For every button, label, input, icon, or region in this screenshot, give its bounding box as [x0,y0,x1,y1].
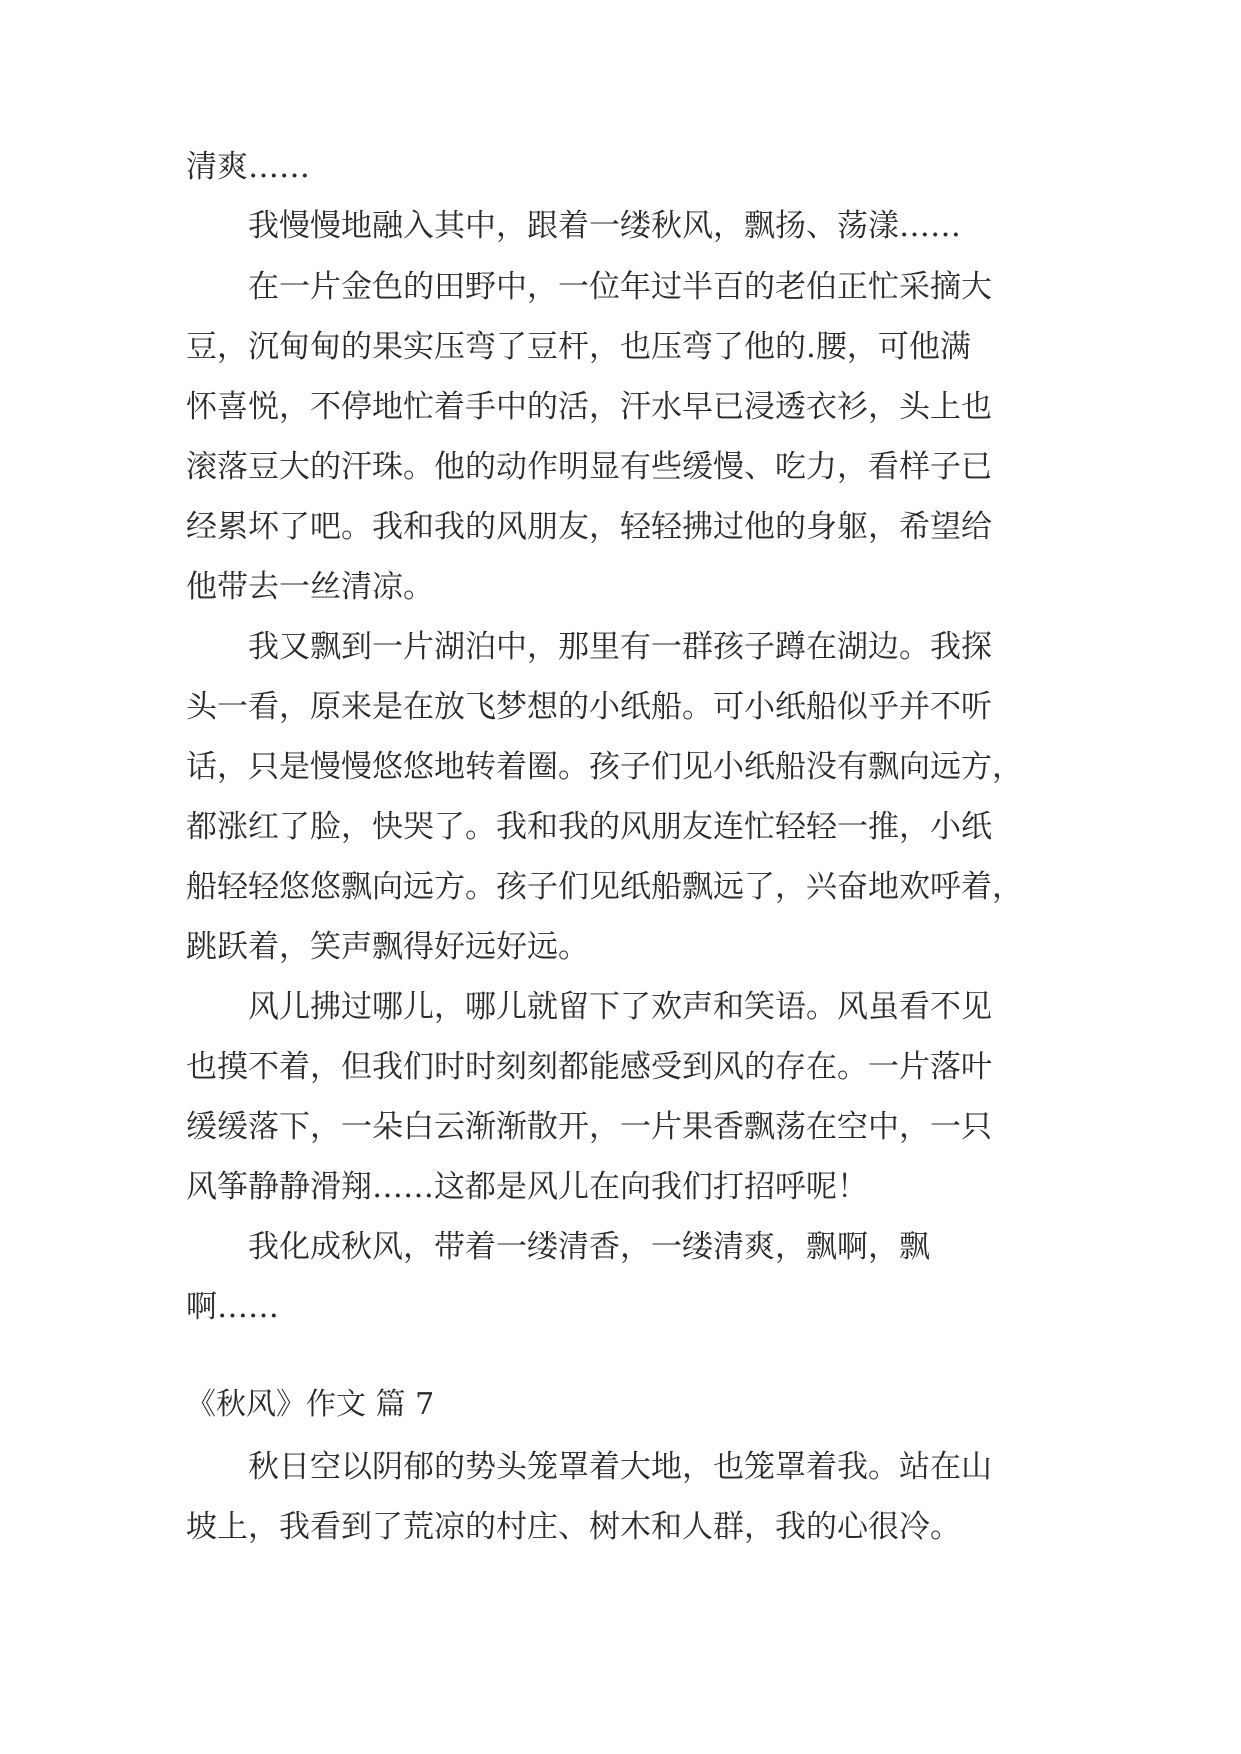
text-line: 我化成秋风，带着一缕清香，一缕清爽，飘啊，飘 [248,1229,930,1265]
text-line: 怀喜悦，不停地忙着手中的活，汗水早已浸透衣衫，头上也 [186,389,992,425]
text-line: 船轻轻悠悠飘向远方。孩子们见纸船飘远了，兴奋地欢呼着， [186,869,1023,905]
text-line: 缓缓落下，一朵白云渐渐散开，一片果香飘荡在空中，一只 [186,1109,992,1145]
text-line: 坡上，我看到了荒凉的村庄、树木和人群，我的心很冷。 [186,1509,961,1545]
text-line: 也摸不着，但我们时时刻刻都能感受到风的存在。一片落叶 [186,1049,992,1085]
text-line: 秋日空以阴郁的势头笼罩着大地，也笼罩着我。站在山 [248,1449,992,1485]
text-line: 都涨红了脸，快哭了。我和我的风朋友连忙轻轻一推，小纸 [186,809,992,845]
text-line: 风儿拂过哪儿，哪儿就留下了欢声和笑语。风虽看不见 [248,989,992,1025]
text-line: 豆，沉甸甸的果实压弯了豆杆，也压弯了他的.腰，可他满 [186,329,971,365]
text-line: 我慢慢地融入其中，跟着一缕秋风，飘扬、荡漾…… [248,208,961,244]
text-line: 话，只是慢慢悠悠地转着圈。孩子们见小纸船没有飘向远方， [186,749,1023,785]
text-line: 跳跃着，笑声飘得好远好远。 [186,929,589,965]
text-line: 头一看，原来是在放飞梦想的小纸船。可小纸船似乎并不听 [186,689,992,725]
text-line: 经累坏了吧。我和我的风朋友，轻轻拂过他的身躯，希望给 [186,509,992,545]
text-line: 清爽…… [186,149,310,185]
text-line: 啊…… [186,1289,279,1325]
text-line: 我又飘到一片湖泊中，那里有一群孩子蹲在湖边。我探 [248,629,992,665]
text-line: 滚落豆大的汗珠。他的动作明显有些缓慢、吃力，看样子已 [186,449,992,485]
text-line: 他带去一丝清凉。 [186,569,434,605]
text-line: 在一片金色的田野中，一位年过半百的老伯正忙采摘大 [248,269,992,305]
text-line: 风筝静静滑翔……这都是风儿在向我们打招呼呢！ [186,1169,868,1205]
section-heading: 《秋风》作文 篇 7 [186,1387,435,1422]
